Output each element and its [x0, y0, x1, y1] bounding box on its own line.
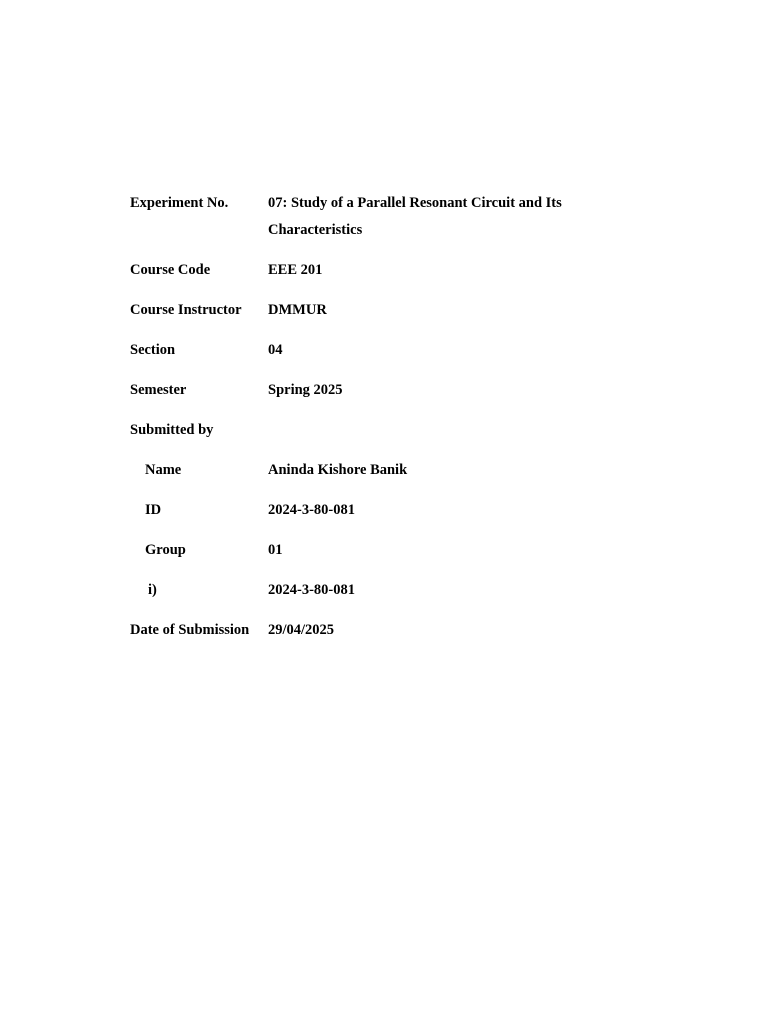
id-row: [130, 497, 650, 524]
cover-info-table: [130, 190, 650, 644]
experiment-label: Experiment No.: [130, 195, 229, 211]
semester-label: Semester: [130, 382, 187, 398]
course-code-value: EEE 201: [268, 262, 323, 278]
group-label: Group: [145, 542, 186, 558]
experiment-title-line-2: Characteristics: [268, 222, 363, 238]
experiment-value: [268, 190, 650, 244]
submitted-by-row: [130, 417, 650, 444]
name-row: [130, 457, 650, 484]
semester-row: [130, 377, 650, 404]
experiment-row: [130, 190, 650, 244]
date-of-submission-label: Date of Submission: [130, 622, 250, 638]
course-instructor-label: Course Instructor: [130, 302, 242, 318]
id-label: ID: [145, 502, 162, 518]
course-code-row: [130, 257, 650, 284]
group-row: [130, 537, 650, 564]
name-value: Aninda Kishore Banik: [268, 462, 408, 478]
group-value: 01: [268, 542, 283, 558]
section-label: Section: [130, 342, 176, 358]
id-value: 2024-3-80-081: [268, 502, 355, 518]
semester-value: Spring 2025: [268, 382, 343, 398]
experiment-title-line-1: 07: Study of a Parallel Resonant Circuit and Its: [268, 195, 562, 211]
course-instructor-row: [130, 297, 650, 324]
course-instructor-value: DMMUR: [268, 302, 327, 318]
section-row: [130, 337, 650, 364]
course-code-label: Course Code: [130, 262, 211, 278]
date-of-submission-row: [130, 617, 650, 644]
section-value: 04: [268, 342, 283, 358]
submitted-by-label: Submitted by: [130, 422, 214, 438]
name-label: Name: [145, 462, 182, 478]
group-member-value: 2024-3-80-081: [268, 582, 355, 598]
group-member-label: i): [148, 582, 157, 598]
date-of-submission-value: 29/04/2025: [268, 622, 335, 638]
group-member-row: [130, 577, 650, 604]
